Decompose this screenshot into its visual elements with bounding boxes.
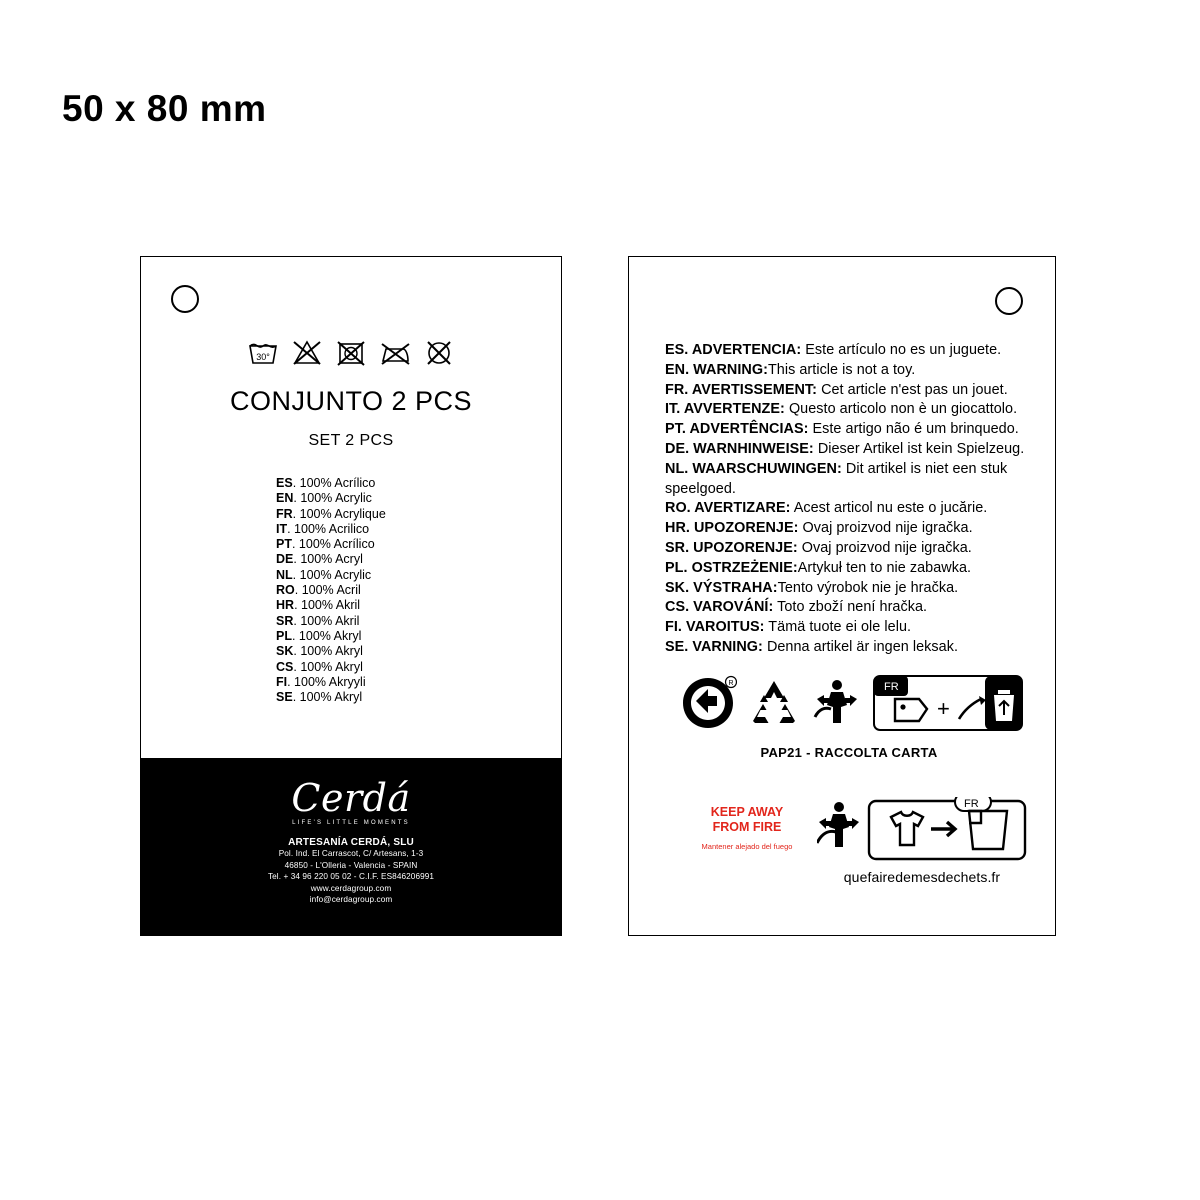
composition-lang: IT: [276, 521, 288, 536]
list-item: [276, 690, 426, 705]
svg-text:R: R: [728, 680, 734, 687]
page-title: 50 x 80 mm: [62, 88, 267, 129]
list-item: [276, 491, 426, 506]
warning-lang: PL. OSTRZEŻENIE:: [665, 559, 798, 576]
list-item: [665, 598, 1031, 618]
composition-value: . 100% Acrílico: [291, 537, 375, 552]
brand-logo: Cerdá: [291, 776, 411, 820]
list-item: [665, 519, 1031, 539]
composition-value: . 100% Acrylic: [293, 491, 372, 506]
do-not-dry-clean-icon: [422, 337, 456, 367]
warning-lang: RO. AVERTIZARE:: [665, 500, 791, 517]
composition-lang: FI: [276, 674, 288, 689]
warning-text: Este artigo não é um brinquedo.: [808, 421, 1019, 438]
list-item: [665, 400, 1031, 420]
recycling-symbols-row: [679, 675, 1023, 736]
composition-value: . 100% Acril: [294, 583, 361, 598]
company-website: www.cerdagroup.com: [310, 883, 392, 893]
warning-text: This article is not a toy.: [767, 361, 916, 378]
composition-lang: FR: [276, 506, 293, 521]
list-item: [276, 675, 426, 690]
list-item: [665, 618, 1031, 638]
composition-lang: SE: [276, 690, 293, 705]
mobius-loop-recycling-icon: [747, 677, 801, 734]
composition-lang: RO: [276, 583, 295, 598]
warning-lang: NL. WAARSCHUWINGEN:: [665, 460, 842, 477]
composition-lang: PL: [276, 628, 292, 643]
fire-warning-translation: Mantener alejado del fuego: [701, 842, 793, 851]
disposal-website-link[interactable]: quefairedemesdechets.fr: [843, 869, 1001, 885]
warning-text: Tämä tuote ei ole lelu.: [764, 619, 912, 636]
warning-list: [665, 341, 1031, 658]
composition-value: . 100% Acrílico: [292, 476, 376, 490]
composition-value: . 100% Acrylic: [292, 567, 372, 582]
composition-lang: CS: [276, 659, 294, 674]
svg-text:+: +: [937, 696, 950, 721]
care-symbols-row: [141, 337, 561, 367]
list-item: [665, 440, 1031, 460]
composition-lang: PT: [276, 537, 292, 552]
warning-text: Toto zboží není hračka.: [773, 599, 928, 616]
warning-lang: SR. UPOZORENJE:: [665, 539, 798, 556]
warning-lang: IT. AVVERTENZE:: [665, 401, 785, 418]
brand-tagline: LIFE'S LITTLE MOMENTS: [292, 820, 410, 826]
list-item: [276, 552, 426, 567]
composition-list: [141, 476, 561, 705]
fr-sorting-info-icon: [873, 675, 1023, 736]
composition-value: . 100% Akryl: [293, 644, 363, 659]
composition-value: . 100% Acryl: [293, 552, 363, 567]
list-item: [665, 361, 1031, 381]
list-item: [665, 638, 1031, 658]
warning-text: Dit artikel is niet een stuk speelgoed.: [665, 460, 1008, 497]
composition-lang: NL: [276, 567, 293, 582]
composition-value: . 100% Akryl: [293, 659, 363, 674]
company-email: info@cerdagroup.com: [309, 895, 393, 904]
list-item: [665, 420, 1031, 440]
svg-text:30°: 30°: [256, 352, 270, 362]
warning-text: Tento výrobok nie je hračka.: [777, 579, 959, 596]
warning-text: Artykuł ten to nie zabawka.: [797, 559, 972, 576]
list-item: [276, 644, 426, 659]
list-item: [665, 341, 1031, 361]
warning-text: Cet article n'est pas un jouet.: [817, 381, 1008, 398]
do-not-iron-icon: [378, 337, 412, 367]
warning-lang: EN. WARNING:: [665, 361, 768, 378]
warning-lang: SK. VÝSTRAHA:: [665, 579, 778, 596]
do-not-bleach-icon: [290, 337, 324, 367]
company-name: ARTESANÍA CERDÁ, SLU: [288, 837, 414, 848]
list-item: [665, 381, 1031, 401]
company-address-line: Tel. + 34 96 220 05 02 - C.I.F. ES846206991: [267, 872, 435, 881]
composition-value: . 100% Akryl: [292, 690, 363, 705]
list-item: [276, 507, 426, 522]
hangtag-front: [140, 256, 562, 936]
list-item: [276, 476, 426, 491]
composition-lang: SK: [276, 644, 294, 659]
punch-hole-icon: [171, 285, 199, 313]
list-item: [276, 614, 426, 629]
triman-disposal-icon-group: [817, 797, 1027, 868]
warning-text: Ovaj proizvod nije igračka.: [798, 520, 973, 537]
composition-value: . 100% Acrilico: [287, 521, 370, 536]
product-title: CONJUNTO 2 PCS: [229, 386, 473, 416]
do-not-tumble-dry-icon: [334, 337, 368, 367]
company-address-line: 46850 - L'Olleria - Valencia - SPAIN: [284, 860, 418, 870]
warning-lang: ES. ADVERTENCIA:: [665, 342, 802, 358]
pap-code-label: PAP21 - RACCOLTA CARTA: [760, 745, 938, 760]
warning-text: Dieser Artikel ist kein Spielzeug.: [813, 440, 1025, 457]
composition-lang: SR: [276, 613, 294, 628]
warning-lang: CS. VAROVÁNÍ:: [665, 599, 774, 616]
brand-footer: [141, 758, 561, 935]
list-item: [665, 460, 1031, 500]
list-item: [276, 568, 426, 583]
punch-hole-icon: [995, 287, 1023, 315]
list-item: [665, 539, 1031, 559]
warning-lang: DE. WARNHINWEISE:: [665, 440, 814, 457]
company-address-line: Pol. Ind. El Carrascot, C/ Artesans, 1-3: [278, 849, 424, 858]
list-item: [276, 583, 426, 598]
composition-lang: DE: [276, 552, 294, 567]
svg-text:FR: FR: [884, 681, 899, 693]
composition-value: . 100% Akril: [293, 613, 360, 628]
keep-away-from-fire-warning: [687, 805, 807, 852]
composition-value: . 100% Acrylique: [292, 506, 386, 521]
warning-lang: FR. AVERTISSEMENT:: [665, 381, 818, 398]
fire-warning-line2: FROM FIRE: [712, 819, 782, 834]
list-item: [665, 579, 1031, 599]
list-item: [665, 559, 1031, 579]
composition-value: . 100% Akryyli: [287, 674, 366, 689]
warning-lang: PT. ADVERTÊNCIAS:: [665, 421, 809, 438]
composition-lang: ES: [276, 476, 293, 490]
warning-text: Denna artikel är ingen leksak.: [762, 638, 959, 655]
warning-text: Este artículo no es un juguete.: [801, 342, 1002, 358]
resy-recycling-icon: [679, 675, 737, 736]
triman-icon: [811, 677, 863, 734]
composition-value: . 100% Akril: [294, 598, 361, 613]
product-subtitle: SET 2 PCS: [308, 432, 394, 449]
list-item: [276, 660, 426, 675]
warning-lang: HR. UPOZORENJE:: [665, 520, 799, 537]
composition-lang: HR: [276, 598, 295, 613]
warning-lang: SE. VARNING:: [665, 638, 763, 655]
wash-30-icon: [246, 337, 280, 367]
composition-lang: EN: [276, 491, 294, 506]
list-item: [276, 537, 426, 552]
list-item: [276, 522, 426, 537]
warning-text: Questo articolo non è un giocattolo.: [784, 401, 1018, 418]
list-item: [276, 598, 426, 613]
fire-warning-line1: KEEP AWAY: [710, 805, 784, 819]
composition-value: . 100% Akryl: [291, 628, 362, 643]
hangtag-back: [628, 256, 1056, 936]
warning-lang: FI. VAROITUS:: [665, 619, 765, 636]
warning-text: Ovaj proizvod nije igračka.: [797, 539, 972, 556]
warning-text: Acest articol nu este o jucărie.: [790, 500, 988, 517]
svg-text:FR: FR: [964, 798, 979, 810]
list-item: [276, 629, 426, 644]
list-item: [665, 499, 1031, 519]
